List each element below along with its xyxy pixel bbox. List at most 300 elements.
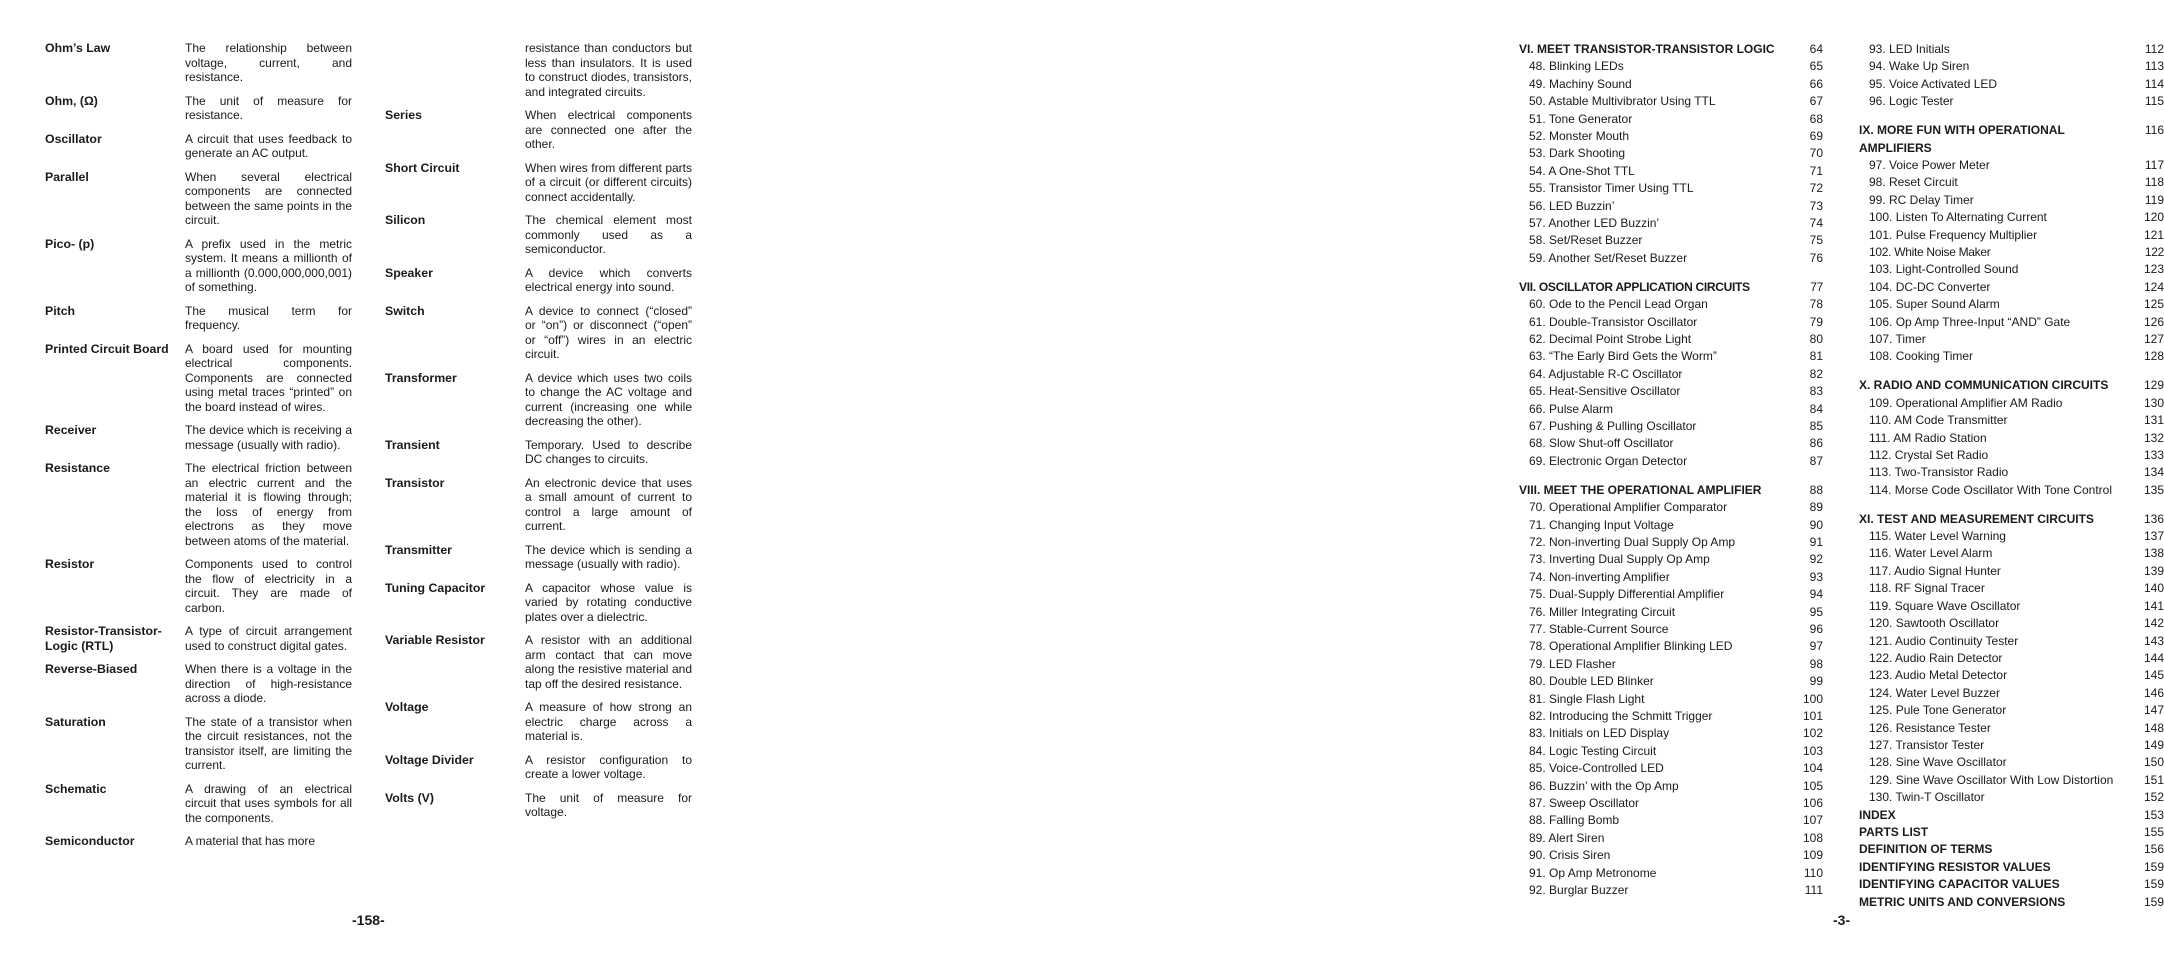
toc-page-number: 145 xyxy=(2143,668,2164,683)
toc-label: 101. Pulse Frequency Multiplier xyxy=(1869,227,2038,242)
toc-page-number: 134 xyxy=(2143,465,2164,480)
toc-entry xyxy=(1859,41,2164,58)
toc-section-heading xyxy=(1519,41,1823,58)
toc-label: 53. Dark Shooting xyxy=(1529,146,1626,161)
toc-entry xyxy=(1859,685,2164,702)
toc-entry xyxy=(1859,296,2164,313)
toc-section-heading xyxy=(1859,841,2164,858)
toc-page-number: 151 xyxy=(2143,772,2164,787)
toc-entry xyxy=(1519,795,1823,812)
glossary-column-1 xyxy=(45,41,355,858)
toc-page-number: 96 xyxy=(1809,622,1823,636)
glossary-definition: A measure of how strong an electric charge across a material is. xyxy=(525,700,692,743)
glossary-term: Variable Resistor xyxy=(385,633,485,647)
toc-label: 108. Cooking Timer xyxy=(1869,349,1974,364)
toc-label: 86. Buzzin’ with the Op Amp xyxy=(1529,778,1679,793)
toc-section-heading xyxy=(1859,894,2164,911)
toc-page-number: 139 xyxy=(2143,563,2164,578)
toc-page-number: 78 xyxy=(1809,297,1823,312)
glossary-term: Reverse-Biased xyxy=(45,662,138,676)
toc-entry xyxy=(1859,174,2164,191)
toc-label: 121. Audio Continuity Tester xyxy=(1869,633,2019,648)
toc-page-number: 155 xyxy=(2143,824,2164,839)
toc-entry xyxy=(1519,58,1823,75)
glossary-term: Parallel xyxy=(45,169,89,184)
toc-label: 49. Machiny Sound xyxy=(1529,76,1632,91)
toc-page-number: 104 xyxy=(1802,761,1823,776)
toc-label: 109. Operational Amplifier AM Radio xyxy=(1869,395,2063,410)
toc-label: XI. TEST AND MEASUREMENT CIRCUITS xyxy=(1859,511,2094,526)
toc-page-number: 86 xyxy=(1809,436,1823,451)
toc-label: 106. Op Amp Three-Input “AND” Gate xyxy=(1869,314,2071,329)
toc-page-number: 105 xyxy=(1802,778,1823,793)
toc-entry xyxy=(1859,76,2164,93)
toc-entry xyxy=(1859,737,2164,754)
toc-page-number: 124 xyxy=(2143,279,2164,294)
toc-label: 60. Ode to the Pencil Lead Organ xyxy=(1529,297,1708,312)
toc-label: VIII. MEET THE OPERATIONAL AMPLIFIER xyxy=(1519,482,1762,497)
toc-label: 48. Blinking LEDs xyxy=(1529,59,1624,74)
toc-page-number: 95 xyxy=(1809,604,1823,619)
toc-label: 119. Square Wave Oscillator xyxy=(1869,598,2021,613)
toc-entry xyxy=(1519,586,1823,603)
toc-entry xyxy=(1519,551,1823,568)
toc-entry xyxy=(1519,638,1823,655)
toc-entry xyxy=(1859,331,2164,348)
toc-entry xyxy=(1519,830,1823,847)
glossary-definition: A device which uses two coils to change the AC voltage and current (increasing one while decreasing the other). xyxy=(525,370,692,428)
toc-label: 82. Introducing the Schmitt Trigger xyxy=(1529,709,1713,724)
toc-page-number: 74 xyxy=(1809,216,1823,231)
toc-page-number: 153 xyxy=(2143,807,2164,822)
toc-entry xyxy=(1519,435,1823,452)
toc-page-number: 79 xyxy=(1809,314,1823,329)
toc-page-number: 83 xyxy=(1809,384,1823,399)
toc-entry xyxy=(1859,580,2164,597)
toc-entry xyxy=(1859,563,2164,580)
toc-label: 56. LED Buzzin’ xyxy=(1529,198,1615,213)
table-of-contents-page xyxy=(737,0,2164,954)
toc-page-number: 70 xyxy=(1809,146,1823,161)
toc-label: 104. DC-DC Converter xyxy=(1869,279,1991,294)
toc-entry xyxy=(1519,882,1823,899)
page-number-right: -3- xyxy=(1833,912,1851,928)
toc-entry xyxy=(1859,261,2164,278)
glossary-term: Voltage Divider xyxy=(385,752,474,767)
glossary-definition: A device to connect (“closed” or “on”) or disconnect (“open” or “off”) wires in an electric circuit. xyxy=(525,303,692,361)
toc-page-number: 119 xyxy=(2144,192,2164,207)
toc-section-heading xyxy=(1859,876,2164,893)
glossary-entry xyxy=(45,423,355,452)
glossary-entry xyxy=(385,266,695,295)
toc-entry xyxy=(1859,348,2164,365)
toc-label: 79. LED Flasher xyxy=(1529,656,1616,671)
toc-label: 113. Two-Transistor Radio xyxy=(1869,465,2009,480)
toc-entry xyxy=(1519,331,1823,348)
glossary-definition: Temporary. Used to describe DC changes to circuits. xyxy=(525,437,692,466)
toc-label: IX. MORE FUN WITH OPERATIONAL AMPLIFIERS xyxy=(1859,123,2065,155)
toc-label: VI. MEET TRANSISTOR-TRANSISTOR LOGIC xyxy=(1519,42,1775,56)
glossary-entry xyxy=(45,342,355,415)
toc-section-heading xyxy=(1519,482,1823,499)
toc-label: 73. Inverting Dual Supply Op Amp xyxy=(1529,552,1710,567)
glossary-term: Saturation xyxy=(45,714,106,729)
glossary-entry xyxy=(385,108,695,152)
toc-label: 125. Pule Tone Generator xyxy=(1869,703,2007,718)
toc-spacer xyxy=(1859,111,2164,123)
toc-page-number: 117 xyxy=(2144,157,2164,172)
toc-entry xyxy=(1859,598,2164,615)
toc-page-number: 159 xyxy=(2143,859,2164,874)
toc-page-number: 143 xyxy=(2143,633,2164,648)
toc-label: 123. Audio Metal Detector xyxy=(1869,668,2008,683)
glossary-definition: A resistor configuration to create a lower voltage. xyxy=(525,752,692,781)
toc-label: 110. AM Code Transmitter xyxy=(1869,413,2008,428)
glossary-term: Schematic xyxy=(45,781,107,796)
toc-page-number: 92 xyxy=(1809,552,1823,567)
toc-page-number: 73 xyxy=(1809,198,1823,213)
toc-page-number: 121 xyxy=(2143,227,2164,242)
toc-page-number: 123 xyxy=(2143,262,2164,277)
toc-entry xyxy=(1519,691,1823,708)
toc-label: 120. Sawtooth Oscillator xyxy=(1869,616,2000,631)
toc-label: 71. Changing Input Voltage xyxy=(1529,517,1674,532)
toc-label: 52. Monster Mouth xyxy=(1529,129,1630,144)
toc-label: 130. Twin-T Oscillator xyxy=(1869,790,1985,805)
toc-entry xyxy=(1859,545,2164,562)
toc-page-number: 129 xyxy=(2143,378,2164,393)
toc-label: 129. Sine Wave Oscillator With Low Distortion xyxy=(1869,772,2114,787)
toc-label: 94. Wake Up Siren xyxy=(1869,59,1970,74)
toc-entry xyxy=(1859,720,2164,737)
toc-page-number: 85 xyxy=(1809,419,1823,434)
toc-label: 93. LED Initials xyxy=(1869,42,1950,56)
glossary-column-2 xyxy=(385,41,695,829)
toc-entry xyxy=(1519,215,1823,232)
toc-entry xyxy=(1519,656,1823,673)
toc-page-number: 81 xyxy=(1809,349,1823,364)
toc-entry xyxy=(1859,93,2164,110)
toc-page-number: 82 xyxy=(1809,366,1823,381)
glossary-term: Pico- (p) xyxy=(45,236,95,251)
toc-label: 100. Listen To Alternating Current xyxy=(1869,210,2047,225)
toc-page-number: 106 xyxy=(1802,796,1823,811)
toc-entry xyxy=(1859,58,2164,75)
toc-label: 124. Water Level Buzzer xyxy=(1869,685,2000,700)
toc-label: 54. A One-Shot TTL xyxy=(1529,163,1635,178)
toc-label: 50. Astable Multivibrator Using TTL xyxy=(1529,94,1716,109)
toc-label: INDEX xyxy=(1859,807,1896,822)
glossary-term: Ohm, (Ω) xyxy=(45,93,98,108)
toc-entry xyxy=(1519,314,1823,331)
toc-entry xyxy=(1519,673,1823,690)
toc-label: METRIC UNITS AND CONVERSIONS xyxy=(1859,894,2066,909)
toc-page-number: 136 xyxy=(2143,511,2164,526)
glossary-term: Resistor-Transistor-Logic (RTL) xyxy=(45,624,162,653)
glossary-entry xyxy=(45,834,355,849)
toc-section-heading xyxy=(1519,279,1823,296)
toc-page-number: 65 xyxy=(1809,59,1823,74)
toc-label: 126. Resistance Tester xyxy=(1869,720,1991,735)
toc-page-number: 147 xyxy=(2143,703,2164,718)
toc-label: 58. Set/Reset Buzzer xyxy=(1529,233,1643,248)
toc-entry xyxy=(1519,743,1823,760)
glossary-entry xyxy=(45,237,355,295)
toc-page-number: 75 xyxy=(1809,233,1823,248)
toc-column-1 xyxy=(1519,41,1823,900)
toc-entry xyxy=(1519,865,1823,882)
toc-section-heading xyxy=(1859,859,2164,876)
toc-entry xyxy=(1519,760,1823,777)
toc-page-number: 144 xyxy=(2143,650,2164,665)
toc-label: 116. Water Level Alarm xyxy=(1869,546,1993,561)
toc-page-number: 103 xyxy=(1802,743,1823,758)
toc-page-number: 94 xyxy=(1809,587,1823,602)
toc-page-number: 137 xyxy=(2143,529,2164,544)
toc-label: 75. Dual-Supply Differential Amplifier xyxy=(1529,587,1725,602)
toc-page-number: 97 xyxy=(1809,639,1823,654)
toc-entry xyxy=(1519,708,1823,725)
toc-entry xyxy=(1519,128,1823,145)
toc-label: 64. Adjustable R-C Oscillator xyxy=(1529,366,1683,381)
toc-page-number: 112 xyxy=(2144,42,2164,56)
toc-page-number: 127 xyxy=(2143,332,2164,346)
glossary-entry xyxy=(385,371,695,429)
glossary-entry xyxy=(385,700,695,744)
toc-page-number: 113 xyxy=(2144,59,2164,74)
toc-label: 114. Morse Code Oscillator With Tone Control xyxy=(1869,482,2112,497)
glossary-entry xyxy=(45,41,355,85)
glossary-term: Transmitter xyxy=(385,542,452,557)
toc-entry xyxy=(1859,615,2164,632)
toc-page-number: 149 xyxy=(2143,737,2164,752)
toc-page-number: 100 xyxy=(1802,691,1823,706)
glossary-entry xyxy=(45,304,355,333)
toc-page-number: 159 xyxy=(2143,877,2164,892)
glossary-definition: The relationship between voltage, current, and resistance. xyxy=(185,41,352,84)
toc-page-number: 88 xyxy=(1809,482,1823,497)
toc-entry xyxy=(1519,111,1823,128)
toc-label: 80. Double LED Blinker xyxy=(1529,674,1654,689)
toc-label: 96. Logic Tester xyxy=(1869,94,1954,109)
toc-label: 84. Logic Testing Circuit xyxy=(1529,743,1657,758)
toc-page-number: 152 xyxy=(2143,790,2164,805)
toc-entry xyxy=(1519,296,1823,313)
glossary-term: Transformer xyxy=(385,370,457,385)
toc-page-number: 102 xyxy=(1802,726,1823,741)
toc-page-number: 141 xyxy=(2143,598,2164,613)
toc-label: 95. Voice Activated LED xyxy=(1869,76,1998,91)
glossary-entry xyxy=(385,791,695,820)
toc-label: 68. Slow Shut-off Oscillator xyxy=(1529,436,1674,451)
glossary-entry xyxy=(385,161,695,205)
toc-label: 98. Reset Circuit xyxy=(1869,175,1958,190)
toc-entry xyxy=(1859,528,2164,545)
glossary-entry xyxy=(45,782,355,826)
glossary-definition: An electronic device that uses a small amount of current to control a large amount of current. xyxy=(525,475,692,533)
toc-section-heading xyxy=(1859,122,2164,157)
toc-label: PARTS LIST xyxy=(1859,824,1929,839)
toc-label: IDENTIFYING RESISTOR VALUES xyxy=(1859,859,2051,874)
toc-label: 87. Sweep Oscillator xyxy=(1529,796,1640,811)
toc-entry xyxy=(1519,180,1823,197)
glossary-definition: A type of circuit arrangement used to construct digital gates. xyxy=(185,624,352,653)
toc-label: 72. Non-inverting Dual Supply Op Amp xyxy=(1529,534,1736,549)
glossary-term: Transient xyxy=(385,437,440,452)
toc-label: 83. Initials on LED Display xyxy=(1529,726,1670,741)
toc-page-number: 131 xyxy=(2143,413,2164,428)
glossary-entry xyxy=(385,476,695,534)
glossary-term: Oscillator xyxy=(45,131,102,146)
glossary-definition: The state of a transistor when the circuit resistances, not the transistor itself, are limiting the current. xyxy=(185,714,352,772)
glossary-definition: The device which is sending a message (usually with radio). xyxy=(525,542,692,571)
toc-label: 65. Heat-Sensitive Oscillator xyxy=(1529,384,1681,399)
toc-page-number: 99 xyxy=(1809,674,1823,689)
toc-label: 77. Stable-Current Source xyxy=(1529,622,1669,636)
toc-entry xyxy=(1519,534,1823,551)
glossary-entry xyxy=(45,170,355,228)
glossary-definition: A material that has more xyxy=(185,834,316,848)
toc-label: 69. Electronic Organ Detector xyxy=(1529,453,1688,468)
toc-label: 88. Falling Bomb xyxy=(1529,813,1620,828)
glossary-definition: A drawing of an electrical circuit that uses symbols for all the components. xyxy=(185,781,352,825)
toc-page-number: 64 xyxy=(1809,42,1823,56)
toc-label: 63. “The Early Bird Gets the Worm” xyxy=(1529,349,1717,364)
toc-entry xyxy=(1519,418,1823,435)
toc-label: 59. Another Set/Reset Buzzer xyxy=(1529,250,1688,265)
toc-spacer xyxy=(1859,366,2164,378)
toc-label: 51. Tone Generator xyxy=(1529,111,1633,126)
toc-page-number: 101 xyxy=(1802,709,1823,724)
toc-page-number: 126 xyxy=(2143,314,2164,329)
toc-label: 117. Audio Signal Hunter xyxy=(1869,563,2001,578)
glossary-term: Voltage xyxy=(385,700,429,714)
toc-label: 66. Pulse Alarm xyxy=(1529,401,1614,416)
glossary-definition: The musical term for frequency. xyxy=(185,303,352,332)
glossary-entry xyxy=(45,132,355,161)
toc-entry xyxy=(1519,76,1823,93)
toc-label: IDENTIFYING CAPACITOR VALUES xyxy=(1859,877,2060,892)
toc-label: 67. Pushing & Pulling Oscillator xyxy=(1529,419,1697,434)
toc-page-number: 130 xyxy=(2143,395,2164,410)
toc-label: 115. Water Level Warning xyxy=(1869,529,2006,544)
toc-section-heading xyxy=(1859,807,2164,824)
toc-entry xyxy=(1859,314,2164,331)
toc-page-number: 150 xyxy=(2143,755,2164,770)
toc-label: 122. Audio Rain Detector xyxy=(1869,650,2003,665)
toc-page-number: 84 xyxy=(1809,401,1823,416)
toc-entry xyxy=(1519,348,1823,365)
toc-entry xyxy=(1859,209,2164,226)
toc-page-number: 93 xyxy=(1809,569,1823,584)
glossary-entry xyxy=(385,213,695,257)
toc-section-heading xyxy=(1859,824,2164,841)
toc-page-number: 71 xyxy=(1809,163,1823,178)
toc-section-heading xyxy=(1859,511,2164,528)
toc-page-number: 87 xyxy=(1809,453,1823,468)
toc-entry xyxy=(1859,772,2164,789)
glossary-definition: The device which is receiving a message (usually with radio). xyxy=(185,423,352,452)
toc-page-number: 77 xyxy=(1810,279,1823,294)
toc-entry xyxy=(1859,192,2164,209)
toc-entry xyxy=(1859,789,2164,806)
toc-entry xyxy=(1519,93,1823,110)
toc-page-number: 68 xyxy=(1809,111,1823,126)
toc-label: 74. Non-inverting Amplifier xyxy=(1529,569,1670,584)
toc-label: 105. Super Sound Alarm xyxy=(1869,297,2000,312)
toc-label: 118. RF Signal Tracer xyxy=(1869,581,1985,596)
toc-page-number: 146 xyxy=(2143,685,2164,700)
toc-page-number: 108 xyxy=(1802,830,1823,845)
toc-page-number: 69 xyxy=(1809,129,1823,144)
toc-page-number: 122 xyxy=(2144,244,2164,259)
toc-entry xyxy=(1519,401,1823,418)
glossary-term: Transistor xyxy=(385,475,445,490)
toc-spacer xyxy=(1519,470,1823,482)
toc-spacer xyxy=(1859,499,2164,511)
toc-label: 107. Timer xyxy=(1869,332,1926,346)
toc-page-number: 128 xyxy=(2143,349,2164,364)
toc-entry xyxy=(1519,453,1823,470)
toc-page-number: 125 xyxy=(2143,297,2164,312)
toc-page-number: 80 xyxy=(1809,332,1823,346)
toc-entry xyxy=(1519,499,1823,516)
glossary-term: Printed Circuit Board xyxy=(45,341,169,356)
toc-label: 91. Op Amp Metronome xyxy=(1529,865,1657,880)
toc-label: 111. AM Radio Station xyxy=(1869,430,1987,445)
glossary-entry xyxy=(45,662,355,706)
glossary-definition: A device which converts electrical energy into sound. xyxy=(525,265,692,294)
glossary-definition: Components used to control the flow of electricity in a circuit. They are made of carbon. xyxy=(185,557,352,615)
toc-label: 62. Decimal Point Strobe Light xyxy=(1529,332,1692,346)
toc-label: 127. Transistor Tester xyxy=(1869,737,1985,752)
toc-page-number: 66 xyxy=(1809,76,1823,91)
toc-page-number: 90 xyxy=(1809,517,1823,532)
toc-label: 92. Burglar Buzzer xyxy=(1529,883,1629,898)
toc-entry xyxy=(1519,517,1823,534)
toc-page-number: 110 xyxy=(1803,865,1823,880)
glossary-definition: The unit of measure for resistance. xyxy=(185,93,352,122)
glossary-definition: A circuit that uses feedback to generate an AC output. xyxy=(185,131,352,160)
glossary-entry xyxy=(385,438,695,467)
glossary-definition: When there is a voltage in the direction of high-resistance across a diode. xyxy=(185,662,352,705)
glossary-definition: A capacitor whose value is varied by rotating conductive plates over a dielectric. xyxy=(525,580,692,624)
toc-label: VII. OSCILLATOR APPLICATION CIRCUITS xyxy=(1519,279,1750,294)
toc-entry xyxy=(1859,754,2164,771)
toc-page-number: 148 xyxy=(2143,720,2164,735)
toc-entry xyxy=(1519,366,1823,383)
glossary-definition: The unit of measure for voltage. xyxy=(525,790,692,819)
toc-page-number: 132 xyxy=(2143,430,2164,445)
glossary-definition: A resistor with an additional arm contact that can move along the resistive material and tap off the desired resistance. xyxy=(525,633,692,691)
toc-entry xyxy=(1859,633,2164,650)
glossary-term: Resistor xyxy=(45,557,95,571)
toc-page-number: 116 xyxy=(2144,123,2164,138)
toc-page-number: 115 xyxy=(2144,94,2164,109)
toc-label: 76. Miller Integrating Circuit xyxy=(1529,604,1676,619)
toc-label: 57. Another LED Buzzin’ xyxy=(1529,216,1660,231)
toc-entry xyxy=(1859,667,2164,684)
toc-entry xyxy=(1519,145,1823,162)
toc-page-number: 91 xyxy=(1809,534,1823,549)
page-number-left: -158- xyxy=(352,912,385,928)
toc-entry xyxy=(1859,157,2164,174)
toc-entry xyxy=(1859,482,2164,499)
glossary-term: Speaker xyxy=(385,265,433,280)
toc-label: 55. Transistor Timer Using TTL xyxy=(1529,181,1694,196)
toc-label: 85. Voice-Controlled LED xyxy=(1529,761,1664,776)
toc-entry xyxy=(1859,227,2164,244)
